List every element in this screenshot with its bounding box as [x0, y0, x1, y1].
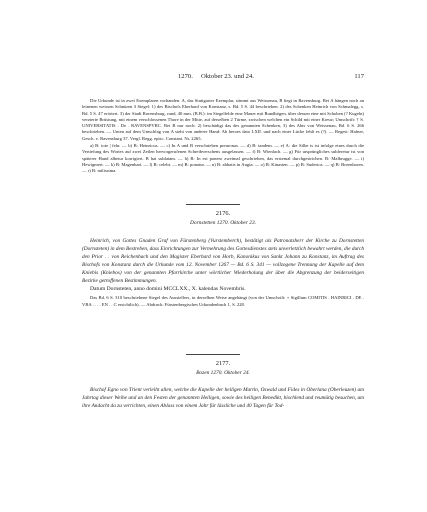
document-2177 — [82, 360, 364, 411]
notes-top-para1: Die Urkunde ist in zwei Exemplaren vorhanden. A, das Stuttgarter Exemplar, stimmt aus Weissenau, B liegt in Ravensburg. Bei A hängen noch an leinenen weissen Schnüren 3 Siegel: 1) des Bischofs Eberhard von Konstanz, s. Bd. 5 S. 44 beschrieben. 2) des Schenken Heinrich von Schmalegg, s. Bd. 5 S. 47 erörtert. 3) der Stadt Ravensburg, rund, 40 mm, (B.B.): im Siegelfelde eine Mauer mit Rundbögen, über dessen eine mit Schoben (? Kugeln) verzierte Brüstung, mit einem verschlossenen Thore in der Mitte, auf derselben 2 Türme, zwischen welchen ein Schild mit einer Kreuz; Umschrift: † S. UNIVERSITATIS . De . RAVENSPVRC. Bei B nur noch: 2) beschädigt das des genannten Schenken, 3) des Abts von Weissenau, Bd. 6 S. 266 beschrieben. — Unten auf dem Umschlag von A steht von anderer Hand: Ab heroes dato LXII. und nach einer Lücke fehlt es (?). — Regest: Hafner, Gesch. v. Ravensburg 37. Vergl. Regg. episc. Constant. Nr. 2265. — [82, 98, 364, 141]
document-place-date: Bozen 1270. Oktober 24. — [196, 370, 250, 376]
separator-rule — [186, 204, 240, 205]
document-regest: Bischof Egno von Trient verleiht allen, welche die Kapelle der heiligen Martin, Oswald und Fides in Oberlana (Oberleuzen) am Jahrtag dieser Weihe und an den Festen der genannten Heiligen, sowie des heiligen Benedikt, bischlend und reumütig besuchen, um ihre Andacht da zu verrichten, einen Ablass von einem Jahr für lässliche und 40 Tagen für Tod- — [82, 387, 364, 409]
separator-rule — [186, 354, 240, 355]
document-place-date: Dornstetten 1270. Oktober 23. — [189, 220, 257, 226]
document-number: 2177. — [215, 360, 231, 367]
document-number: 2176. — [215, 210, 231, 217]
running-header — [82, 73, 364, 85]
document-2176 — [82, 210, 364, 308]
header-date: Oktober 23. und 24. — [201, 73, 254, 80]
page-number: 117 — [354, 73, 364, 80]
document-note: Das Bd. 6 S. 310 beschriebene Siegel des Ausstellers, in derselben Weise angehängt (von der Umschrift: + Sigillum COMITIS . HAINRICI . DE . VRA . . . . EN . . C ersichtlich). — Abdruck: Fürstenbergisches Urkundenbuch 1, S. 228. — [82, 295, 364, 307]
notes-top — [82, 98, 364, 175]
notes-top-para2: a) B: tote | fehr. — b) B: Heinricus. — c) In A und B verschrieben preuronas. — d) B: tandem. — e) A: die Silbe is ist infolge eines durch die Vertiefung des Wortes auf zwei Zeilen hervorgerufenen Schreibverschens ausgelassen. — f) B: Wienlach. — g) Für ursprüngliches subleretur ist von späterer Hand albetur korrigiert. B hat sublatam. — h) B: In est ponero zweimal geschrieben, das erstemal durchgestrichen. B: Malbrugge. — i) Hewigmert. — k) B: Magenhart. — l) B: celebt. — m) B: ponatur. — n) B: abbatis in Augia. — o) B: Kinasten. — p) B: Suderica. — q) B: Borenhoren. — r) B: milissima. — [82, 143, 364, 174]
document-regest: Heinrich, von Gottes Gnaden Graf von Fürstenberg (Vurstemberch), bestätigt als Patronatsherr der Kirche zu Dornstetten (Dornsteten) in dem Bestreben, dass Einrichtungen zur Vermehrung des Gottesdienstes stets unverletzlich bewahrt werden, die durch den Prior . . von Reichenbach und den Magister Eberhard von Horb, Kanonikus von Sankt Johann zu Konstanz, im Auftrag des Bischofs von Konstanz durch die Urkunde vom 12. November 1267 — Bd. 6 S. 341 — vollzogene Trennung der Kapelle auf dem Kniebis (Kniebos) von der genannten Pfarrkirche unter wörtlicher Wiederholung der über die Abgrenzung der beiderseitigen Bezirke getroffenen Bestimmungen. — [82, 238, 365, 284]
document-datum: Datum Dornsteten, anno domini MCCLXX., X. kalendas Novembris. — [90, 286, 246, 293]
header-year: 1270. — [178, 73, 193, 80]
